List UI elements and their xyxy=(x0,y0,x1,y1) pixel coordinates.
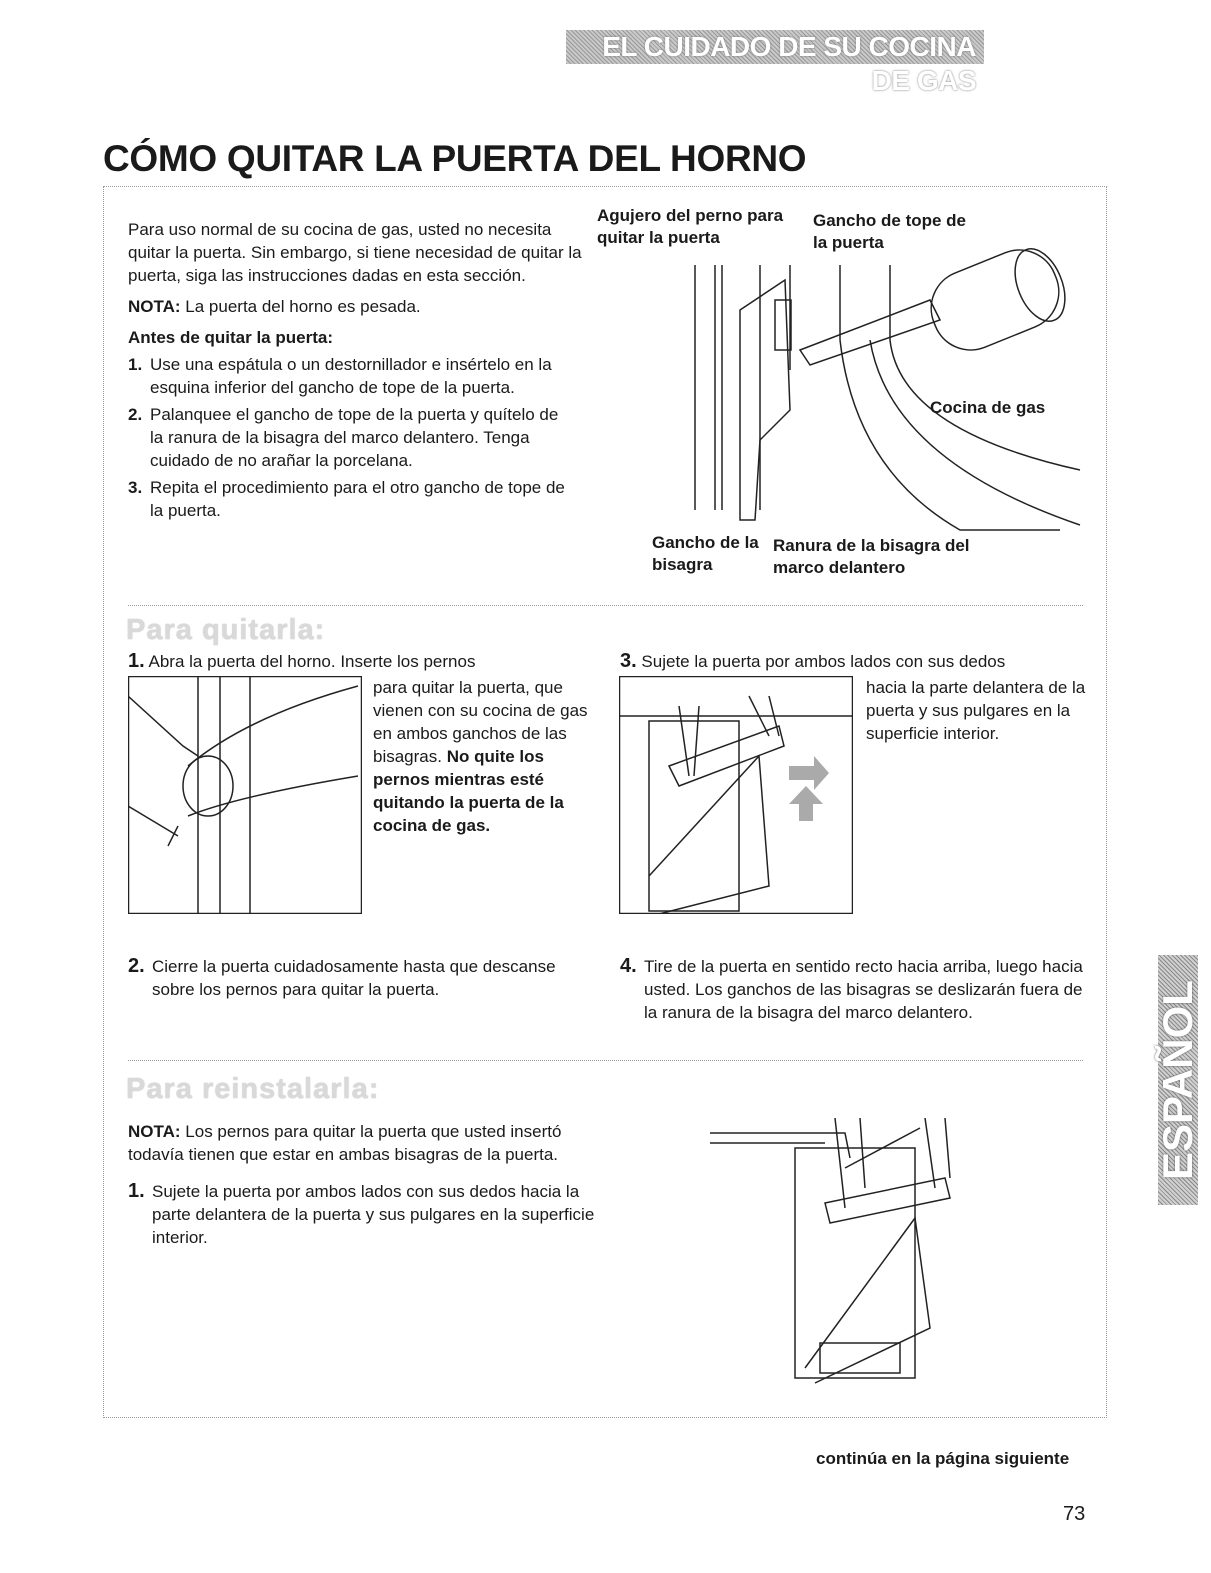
remove-step-3 xyxy=(620,650,1090,673)
step-lead: Sujete la puerta por ambos lados con sus dedos xyxy=(641,652,1006,671)
reinstall-note xyxy=(128,1120,598,1166)
door-grip-illustration xyxy=(619,676,853,914)
label-agujero: Agujero del perno para quitar la puerta xyxy=(597,206,784,247)
label-ranura: Ranura de la bisagra del marco delantero xyxy=(773,536,970,577)
page-number: 73 xyxy=(1063,1503,1086,1525)
step-lead: Abra la puerta del horno. Inserte los pernos xyxy=(148,652,476,671)
note-text: La puerta del horno es pesada. xyxy=(180,297,421,316)
step-number: 2. xyxy=(128,955,145,977)
remove-step-2 xyxy=(128,955,598,1001)
section-header-band: EL CUIDADO DE SU COCINA DE GAS xyxy=(566,30,984,64)
divider xyxy=(128,1060,1083,1061)
hinge-diagram xyxy=(640,240,1100,540)
before-step xyxy=(128,353,568,399)
step-text: Sujete la puerta por ambos lados con sus dedos hacia la parte delantera de la puerta y sus pulgares en la superficie interior. xyxy=(152,1182,595,1247)
step-number: 4. xyxy=(620,955,637,977)
step-text: Tire de la puerta en sentido recto hacia arriba, luego hacia usted. Los ganchos de las bisagras se deslizarán fuera de la ranura de la bisagra del marco delantero. xyxy=(644,957,1083,1022)
divider xyxy=(128,605,1083,606)
remove-heading: Para quitarla: xyxy=(126,614,326,646)
remove-step-1 xyxy=(128,650,598,673)
reinstall-heading: Para reinstalarla: xyxy=(126,1073,380,1105)
page-title: CÓMO QUITAR LA PUERTA DEL HORNO xyxy=(103,138,807,179)
note-label: NOTA: xyxy=(128,1122,181,1141)
before-step xyxy=(128,476,568,522)
note-label: NOTA: xyxy=(128,297,181,316)
reinstall-door-illustration xyxy=(705,1118,965,1390)
step-number: 2. xyxy=(128,405,143,424)
reinstall-step-1 xyxy=(128,1180,598,1249)
step-number: 1. xyxy=(128,1180,145,1202)
reinstall-block xyxy=(128,1120,598,1249)
step-text: Use una espátula o un destornillador e insértelo en la esquina inferior del gancho de tope de la puerta. xyxy=(150,355,552,397)
before-heading: Antes de quitar la puerta: xyxy=(128,328,333,347)
step-number: 3. xyxy=(620,650,637,672)
step-number: 1. xyxy=(128,355,143,374)
door-pin-illustration xyxy=(128,676,362,914)
step-number: 3. xyxy=(128,478,143,497)
intro-paragraph: Para uso normal de su cocina de gas, usted no necesita quitar la puerta. Sin embargo, si tiene necesidad de quitar la puerta, siga las instrucciones dadas en esta sección. xyxy=(128,220,582,285)
label-gancho-bisagra: Gancho de la bisagra xyxy=(652,533,759,574)
intro-note xyxy=(128,295,598,318)
language-side-tab: ESPAÑOL xyxy=(1158,955,1198,1205)
remove-step-3-cont: hacia la parte delantera de la puerta y sus pulgares en la superficie interior. xyxy=(866,678,1086,743)
label-cocina: Cocina de gas xyxy=(930,398,1046,417)
remove-step-1-cont xyxy=(373,676,588,837)
before-step xyxy=(128,403,568,472)
note-text: Los pernos para quitar la puerta que usted insertó todavía tienen que estar en ambas bisagras de la puerta. xyxy=(128,1122,562,1164)
step-text: Repita el procedimiento para el otro gancho de tope de la puerta. xyxy=(150,478,565,520)
step-text: Cierre la puerta cuidadosamente hasta que descanse sobre los pernos para quitar la puerta. xyxy=(152,957,556,999)
intro-block xyxy=(128,218,598,522)
step-number: 1. xyxy=(128,650,145,672)
continue-note: continúa en la página siguiente xyxy=(816,1449,1070,1468)
remove-step-4 xyxy=(620,955,1085,1024)
step-rest: para quitar la puerta, que vienen con su cocina de gas en ambos ganchos de las bisagras. xyxy=(373,678,588,766)
label-gancho-tope: Gancho de tope de la puerta xyxy=(813,211,967,252)
step-text: Palanquee el gancho de tope de la puerta y quítelo de la ranura de la bisagra del marco delantero. Tenga cuidado de no arañar la porcelana. xyxy=(150,405,559,470)
step-warning: No quite los pernos mientras esté quitando la puerta de la cocina de gas. xyxy=(373,747,564,835)
